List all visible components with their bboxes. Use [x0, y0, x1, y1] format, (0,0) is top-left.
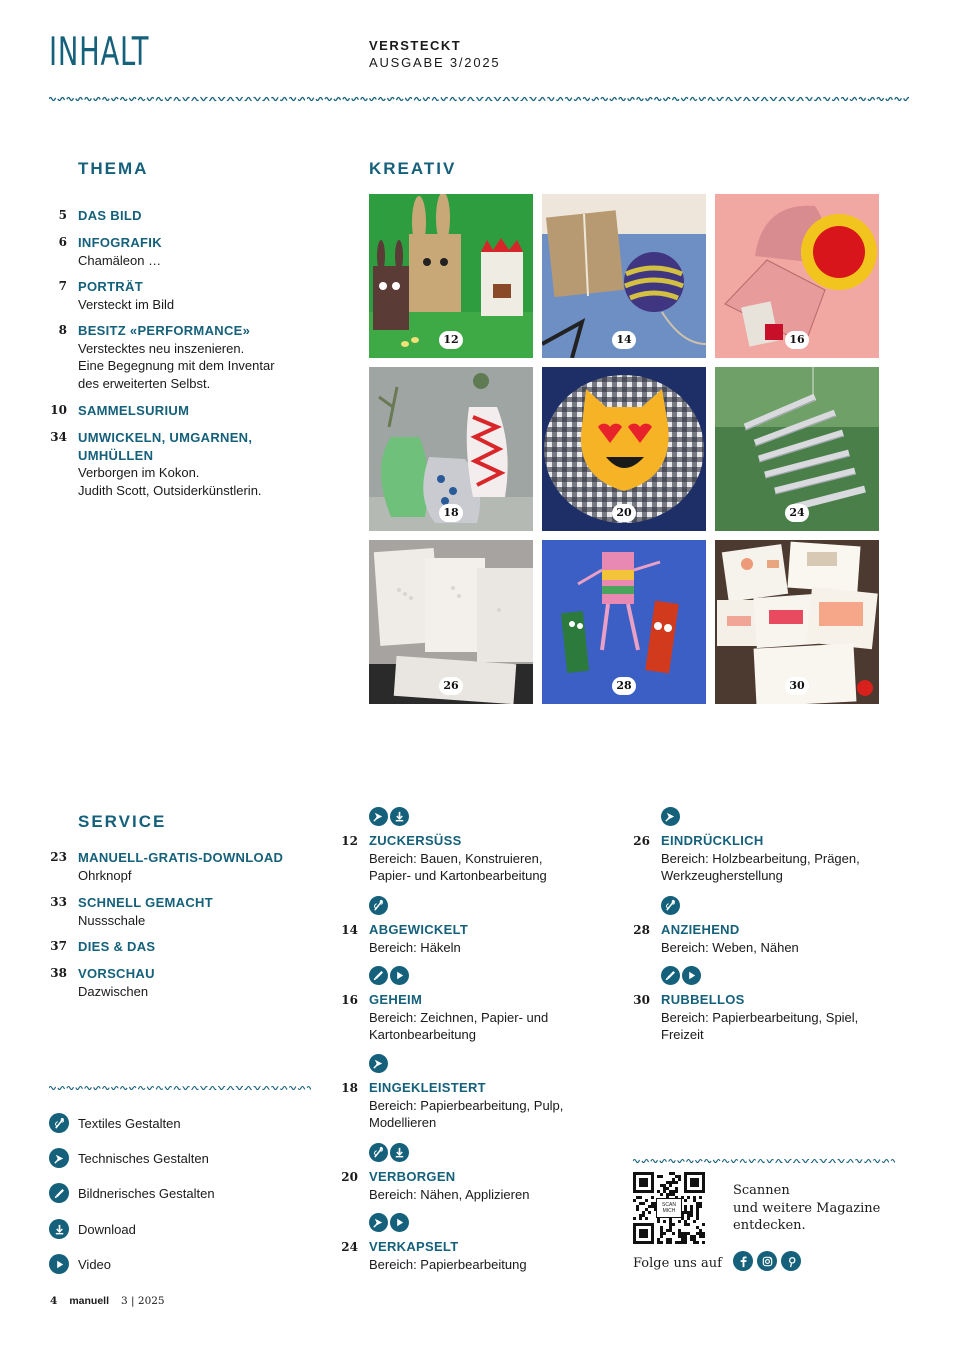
page-badge: 30 — [785, 677, 809, 695]
category-icons — [369, 807, 409, 826]
facebook-icon[interactable] — [733, 1251, 753, 1271]
legend-divider — [49, 1083, 311, 1093]
entry-title: UMHÜLLEN — [78, 447, 154, 463]
entry-desc: Bereich: Zeichnen, Papier- und — [369, 1009, 549, 1025]
entry-desc: Bereich: Häkeln — [369, 939, 461, 955]
entry-desc: Bereich: Papierbearbeitung — [369, 1256, 527, 1272]
toc-entry[interactable] — [50, 234, 340, 269]
category-icons — [369, 1213, 409, 1232]
entry-desc: Bereich: Weben, Nähen — [661, 939, 799, 955]
qr-text-line: entdecken. — [733, 1218, 806, 1233]
entry-title: EINDRÜCKLICH — [661, 833, 764, 848]
entry-title: VERBORGEN — [369, 1169, 456, 1184]
toc-entry[interactable] — [50, 402, 340, 420]
entry-desc: Verstecktes neu inszenieren. — [78, 340, 245, 356]
page-number: 23 — [50, 850, 67, 864]
entry-desc: Bereich: Holzbearbeitung, Prägen, — [661, 850, 860, 866]
toc-entry[interactable] — [50, 278, 340, 313]
photo-tile-20[interactable] — [542, 367, 706, 531]
qr-text — [733, 1182, 880, 1235]
entry-desc: Kartonbearbeitung — [369, 1027, 476, 1042]
page-title: INHALT — [49, 30, 150, 75]
photo-tile-16[interactable] — [715, 194, 879, 358]
page-number: 38 — [50, 966, 67, 980]
entry-title: SAMMELSURIUM — [78, 403, 190, 418]
entry-desc: Freizeit — [661, 1027, 704, 1042]
legend-video — [49, 1254, 111, 1274]
service-entry[interactable] — [50, 894, 330, 929]
entry-title: BESITZ «PERFORMANCE» — [78, 323, 251, 338]
photo-tile-30[interactable] — [715, 540, 879, 704]
page-badge: 28 — [612, 677, 636, 695]
entry-desc: Bereich: Nähen, Applizieren — [369, 1186, 530, 1202]
page-badge: 14 — [612, 331, 636, 349]
instagram-icon[interactable] — [757, 1251, 777, 1271]
project-entry[interactable] — [341, 1054, 601, 1132]
page-number: 6 — [58, 235, 67, 249]
footer-page: 4 — [50, 1295, 58, 1307]
page-number: 37 — [50, 939, 67, 953]
pinterest-icon[interactable] — [781, 1251, 801, 1271]
header-divider — [49, 94, 909, 104]
project-entry[interactable] — [633, 966, 893, 1044]
entry-title: RUBBELLOS — [661, 992, 745, 1007]
technical-arrow-icon — [369, 1213, 388, 1232]
entry-desc: Verborgen im Kokon. — [78, 465, 200, 480]
category-icons — [369, 966, 409, 985]
legend-label: Technisches Gestalten — [78, 1150, 209, 1166]
footer-brand: manuell — [69, 1295, 109, 1307]
qr-text-line: und weitere Magazine — [733, 1200, 881, 1216]
legend-download — [49, 1219, 136, 1239]
play-icon — [49, 1254, 69, 1274]
category-icons — [369, 1054, 388, 1073]
entry-desc: Bereich: Bauen, Konstruieren, — [369, 850, 543, 866]
photo-tile-14[interactable] — [542, 194, 706, 358]
page-number: 34 — [50, 430, 67, 444]
page-number: 12 — [341, 834, 358, 848]
entry-title: EINGEKLEISTERT — [369, 1080, 486, 1095]
toc-entry[interactable] — [50, 429, 340, 499]
follow-label: Folge uns auf — [633, 1256, 722, 1271]
project-entry[interactable] — [633, 807, 893, 885]
qr-divider — [633, 1156, 895, 1166]
entry-desc: Bereich: Papierbearbeitung, Spiel, — [661, 1009, 859, 1025]
legend-bildnerisch — [49, 1183, 215, 1203]
category-icons — [661, 966, 701, 985]
project-entry[interactable] — [633, 896, 893, 956]
page-number: 16 — [341, 993, 358, 1007]
category-icons — [661, 896, 680, 915]
category-icons — [661, 807, 680, 826]
technical-arrow-icon — [661, 807, 680, 826]
entry-title: INFOGRAFIK — [78, 235, 162, 250]
page-badge: 24 — [785, 504, 809, 522]
brush-icon — [661, 966, 680, 985]
download-icon — [390, 807, 409, 826]
project-entry[interactable] — [341, 1213, 601, 1273]
qr-badge: SCAN MICH — [656, 1198, 682, 1218]
page-number: 8 — [58, 323, 67, 337]
play-icon — [390, 966, 409, 985]
entry-title: ZUCKERSÜSS — [369, 833, 462, 848]
entry-title: ABGEWICKELT — [369, 922, 469, 937]
play-icon — [682, 966, 701, 985]
page-number: 14 — [341, 923, 358, 937]
project-entry[interactable] — [341, 807, 601, 885]
entry-desc: Bereich: Papierbearbeitung, Pulp, — [369, 1097, 564, 1113]
issue-theme: VERSTECKT — [369, 38, 462, 53]
entry-title: SCHNELL GEMACHT — [78, 895, 213, 910]
legend-textil — [49, 1113, 181, 1133]
entry-desc: Nussschale — [78, 912, 146, 928]
entry-desc: Judith Scott, Outsiderkünstlerin. — [78, 482, 262, 498]
entry-desc: Chamäleon … — [78, 252, 162, 268]
technical-arrow-icon — [369, 1054, 388, 1073]
brush-icon — [49, 1183, 69, 1203]
page-number: 5 — [58, 208, 67, 222]
entry-title: VORSCHAU — [78, 966, 155, 981]
photo-tile-24[interactable] — [715, 367, 879, 531]
entry-desc: des erweiterten Selbst. — [78, 375, 211, 391]
qr-text-line: Scannen — [733, 1183, 790, 1198]
page-number: 26 — [633, 834, 650, 848]
textile-needle-icon — [369, 1143, 388, 1162]
technical-arrow-icon — [369, 807, 388, 826]
page-number: 10 — [50, 403, 67, 417]
entry-title: MANUELL-GRATIS-DOWNLOAD — [78, 850, 284, 865]
download-icon — [390, 1143, 409, 1162]
page-badge: 18 — [439, 504, 463, 522]
entry-title: GEHEIM — [369, 992, 423, 1007]
service-entry[interactable] — [50, 849, 330, 884]
kreativ-heading: KREATIV — [369, 159, 457, 178]
photo-tile-12[interactable] — [369, 194, 533, 358]
category-icons — [369, 1143, 409, 1162]
textile-needle-icon — [49, 1113, 69, 1133]
entry-desc: Dazwischen — [78, 983, 149, 999]
textile-needle-icon — [369, 896, 388, 915]
footer-issue: 3 | 2025 — [121, 1295, 165, 1307]
entry-title: DAS BILD — [78, 208, 142, 223]
page-badge: 12 — [439, 331, 463, 349]
service-entry[interactable] — [50, 965, 330, 1000]
entry-desc: Eine Begegnung mit dem Inventar — [78, 358, 275, 373]
entry-desc: Versteckt im Bild — [78, 296, 175, 312]
page-number: 18 — [341, 1081, 358, 1095]
toc-entry[interactable] — [50, 322, 340, 392]
page-badge: 20 — [612, 504, 636, 522]
page-number: 7 — [58, 279, 67, 293]
download-icon — [49, 1219, 69, 1239]
page-number: 24 — [341, 1240, 358, 1254]
photo-tile-26[interactable] — [369, 540, 533, 704]
technical-arrow-icon — [49, 1148, 69, 1168]
service-entry[interactable] — [50, 938, 330, 956]
page-number: 20 — [341, 1170, 358, 1184]
category-icons — [369, 896, 388, 915]
entry-title: VERKAPSELT — [369, 1239, 459, 1254]
entry-title: ANZIEHEND — [661, 922, 740, 937]
toc-entry[interactable] — [50, 207, 340, 225]
page-badge: 16 — [785, 331, 809, 349]
page-badge: 26 — [439, 677, 463, 695]
project-entry[interactable] — [341, 896, 601, 956]
photo-tile-28[interactable] — [542, 540, 706, 704]
page-number: 33 — [50, 895, 67, 909]
play-icon — [390, 1213, 409, 1232]
entry-title: UMWICKELN, UMGARNEN, — [78, 430, 253, 445]
issue-number: AUSGABE 3/2025 — [369, 55, 501, 70]
project-entry[interactable] — [341, 966, 601, 1044]
page-footer — [50, 1295, 165, 1307]
entry-desc: Ohrknopf — [78, 867, 132, 883]
entry-title: PORTRÄT — [78, 279, 143, 294]
page-number: 28 — [633, 923, 650, 937]
entry-desc: Werkzeugherstellung — [661, 868, 783, 883]
legend-label: Video — [78, 1256, 112, 1272]
service-heading: SERVICE — [78, 812, 167, 831]
legend-label: Textiles Gestalten — [78, 1115, 181, 1131]
page-number: 30 — [633, 993, 650, 1007]
photo-tile-18[interactable] — [369, 367, 533, 531]
brush-icon — [369, 966, 388, 985]
legend-label: Download — [78, 1221, 136, 1237]
textile-needle-icon — [661, 896, 680, 915]
legend-technisch — [49, 1148, 209, 1168]
legend-label: Bildnerisches Gestalten — [78, 1185, 215, 1201]
social-links — [733, 1251, 801, 1271]
project-entry[interactable] — [341, 1143, 601, 1203]
entry-desc: Papier- und Kartonbearbeitung — [369, 868, 547, 883]
entry-desc: Modellieren — [369, 1115, 437, 1130]
entry-title: DIES & DAS — [78, 939, 156, 954]
thema-heading: THEMA — [78, 159, 149, 178]
